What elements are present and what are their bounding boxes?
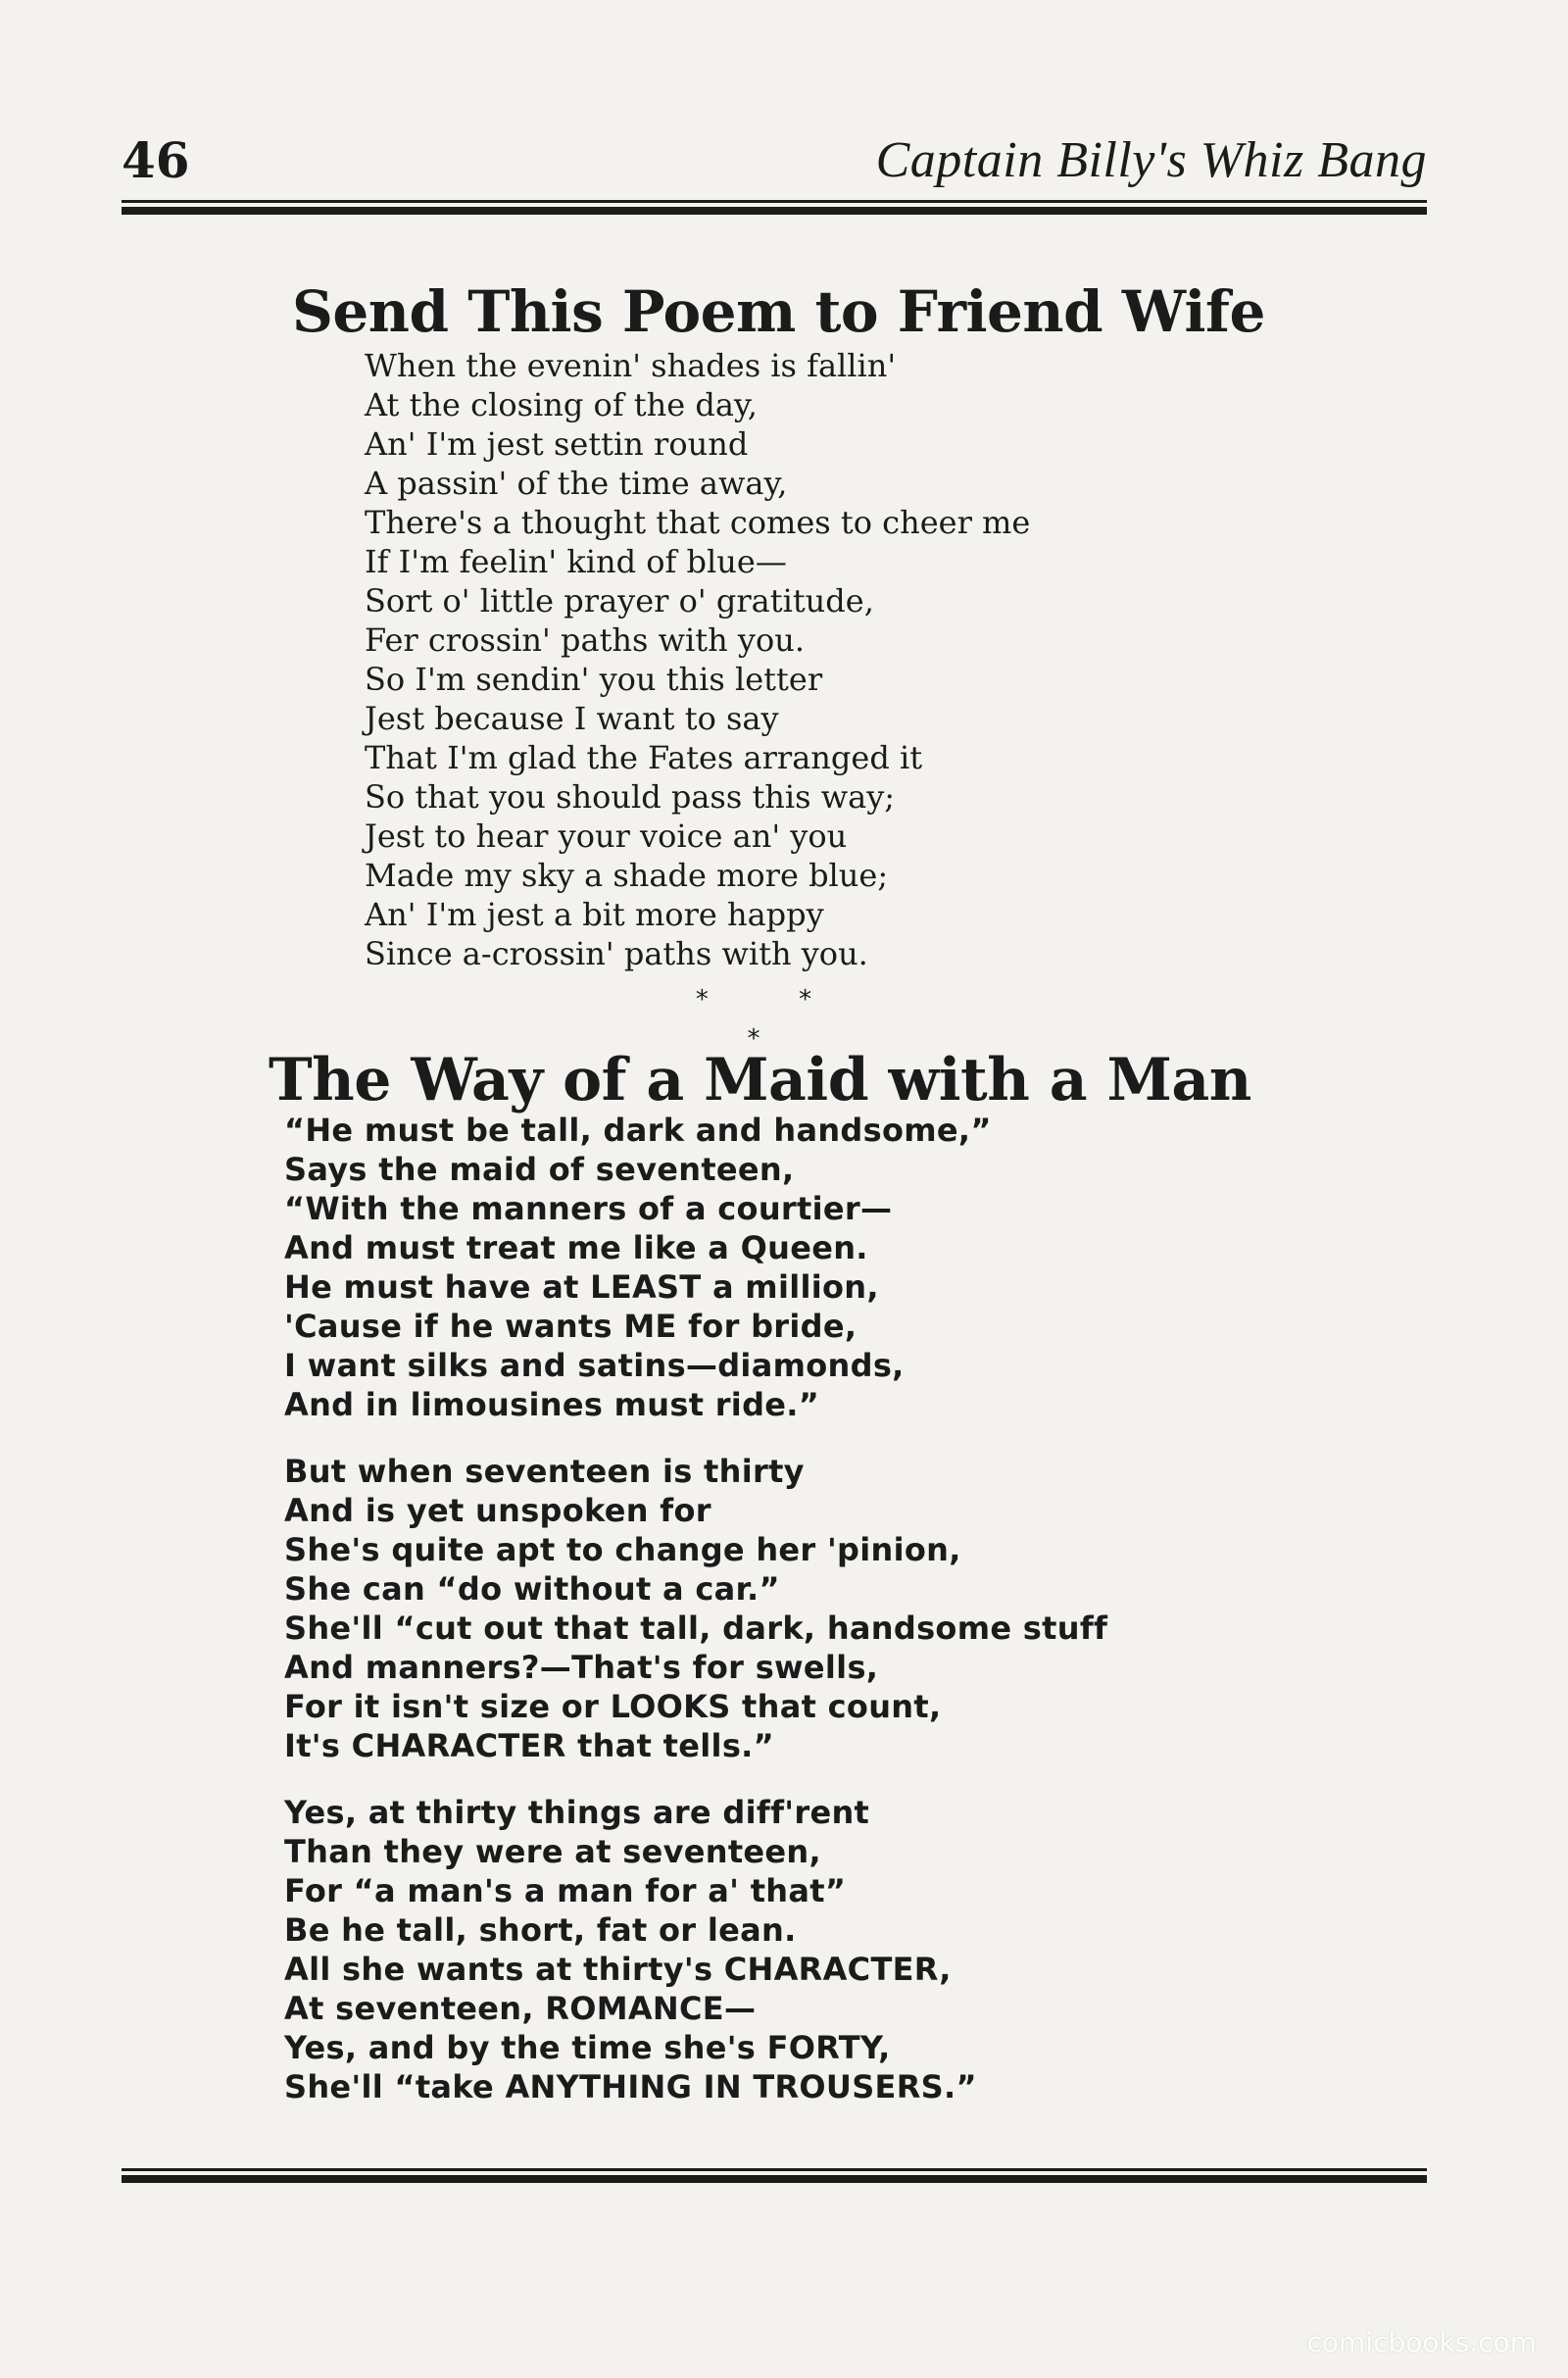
poem-line: “He must be tall, dark and handsome,” — [284, 1112, 992, 1149]
section-separator: * * * — [695, 985, 854, 1054]
poem-line: For it isn't size or LOOKS that count, — [284, 1688, 942, 1725]
page-number: 46 — [122, 131, 190, 189]
poem-line: A passin' of the time away, — [365, 465, 788, 502]
poem-line: Be he tall, short, fat or lean. — [284, 1911, 797, 1949]
poem-line: It's CHARACTER that tells.” — [284, 1727, 774, 1764]
poem-line: Yes, and by the time she's FORTY, — [284, 2029, 891, 2066]
poem-line: And is yet unspoken for — [284, 1492, 711, 1529]
poem-line: That I'm glad the Fates arranged it — [365, 739, 923, 776]
poem-line: So that you should pass this way; — [365, 778, 896, 816]
poem-line: She can “do without a car.” — [284, 1570, 780, 1608]
poem-line: For “a man's a man for a' that” — [284, 1872, 847, 1909]
poem-line: And in limousines must ride.” — [284, 1386, 820, 1423]
stanza-3 — [284, 1793, 1107, 2106]
poem-line: She's quite apt to change her 'pinion, — [284, 1531, 961, 1568]
poem-line: An' I'm jest a bit more happy — [365, 896, 824, 933]
poem-line: I want silks and satins—diamonds, — [284, 1347, 905, 1384]
header-rule — [122, 200, 1427, 215]
poem-line: Says the maid of seventeen, — [284, 1151, 795, 1188]
magazine-title: Captain Billy's Whiz Bang — [875, 132, 1427, 188]
poem-line: If I'm feelin' kind of blue— — [365, 543, 787, 580]
poem-line: Jest because I want to say — [365, 700, 779, 737]
page-header — [122, 125, 1427, 196]
poem-way-of-a-maid — [284, 1111, 1107, 2134]
poem-line: He must have at LEAST a million, — [284, 1268, 879, 1306]
poem-line: At the closing of the day, — [365, 386, 758, 423]
poem-line: But when seventeen is thirty — [284, 1453, 805, 1490]
poem-line: Since a-crossin' paths with you. — [365, 935, 868, 972]
poem-line: She'll “cut out that tall, dark, handsome stuff — [284, 1610, 1108, 1647]
watermark: comicbooks.com — [1306, 2326, 1537, 2358]
poem-line: She'll “take ANYTHING IN TROUSERS.” — [284, 2068, 977, 2106]
poem-line: Jest to hear your voice an' you — [365, 817, 848, 855]
poem-line: Yes, at thirty things are diff'rent — [284, 1794, 870, 1831]
poem-line: Than they were at seventeen, — [284, 1833, 821, 1870]
poem-title-way-of-a-maid: The Way of a Maid with a Man — [269, 1046, 1251, 1115]
poem-title-friend-wife: Send This Poem to Friend Wife — [292, 278, 1265, 345]
poem-line: So I'm sendin' you this letter — [365, 661, 823, 698]
poem-line: Fer crossin' paths with you. — [365, 621, 806, 659]
poem-line: “With the manners of a courtier— — [284, 1190, 893, 1227]
poem-line: And manners?—That's for swells, — [284, 1649, 879, 1686]
poem-line: At seventeen, ROMANCE— — [284, 1990, 757, 2027]
poem-line: Sort o' little prayer o' gratitude, — [365, 582, 874, 619]
poem-line: Made my sky a shade more blue; — [365, 857, 889, 894]
poem-friend-wife-lines — [365, 346, 1030, 973]
poem-line: There's a thought that comes to cheer me — [365, 504, 1031, 541]
poem-line: An' I'm jest settin round — [365, 425, 749, 463]
poem-line: When the evenin' shades is fallin' — [365, 347, 897, 384]
stanza-2 — [284, 1452, 1107, 1765]
stanza-1 — [284, 1111, 1107, 1424]
poem-line: And must treat me like a Queen. — [284, 1229, 868, 1266]
footer-rule — [122, 2168, 1427, 2183]
poem-line: All she wants at thirty's CHARACTER, — [284, 1951, 952, 1988]
poem-line: 'Cause if he wants ME for bride, — [284, 1308, 858, 1345]
